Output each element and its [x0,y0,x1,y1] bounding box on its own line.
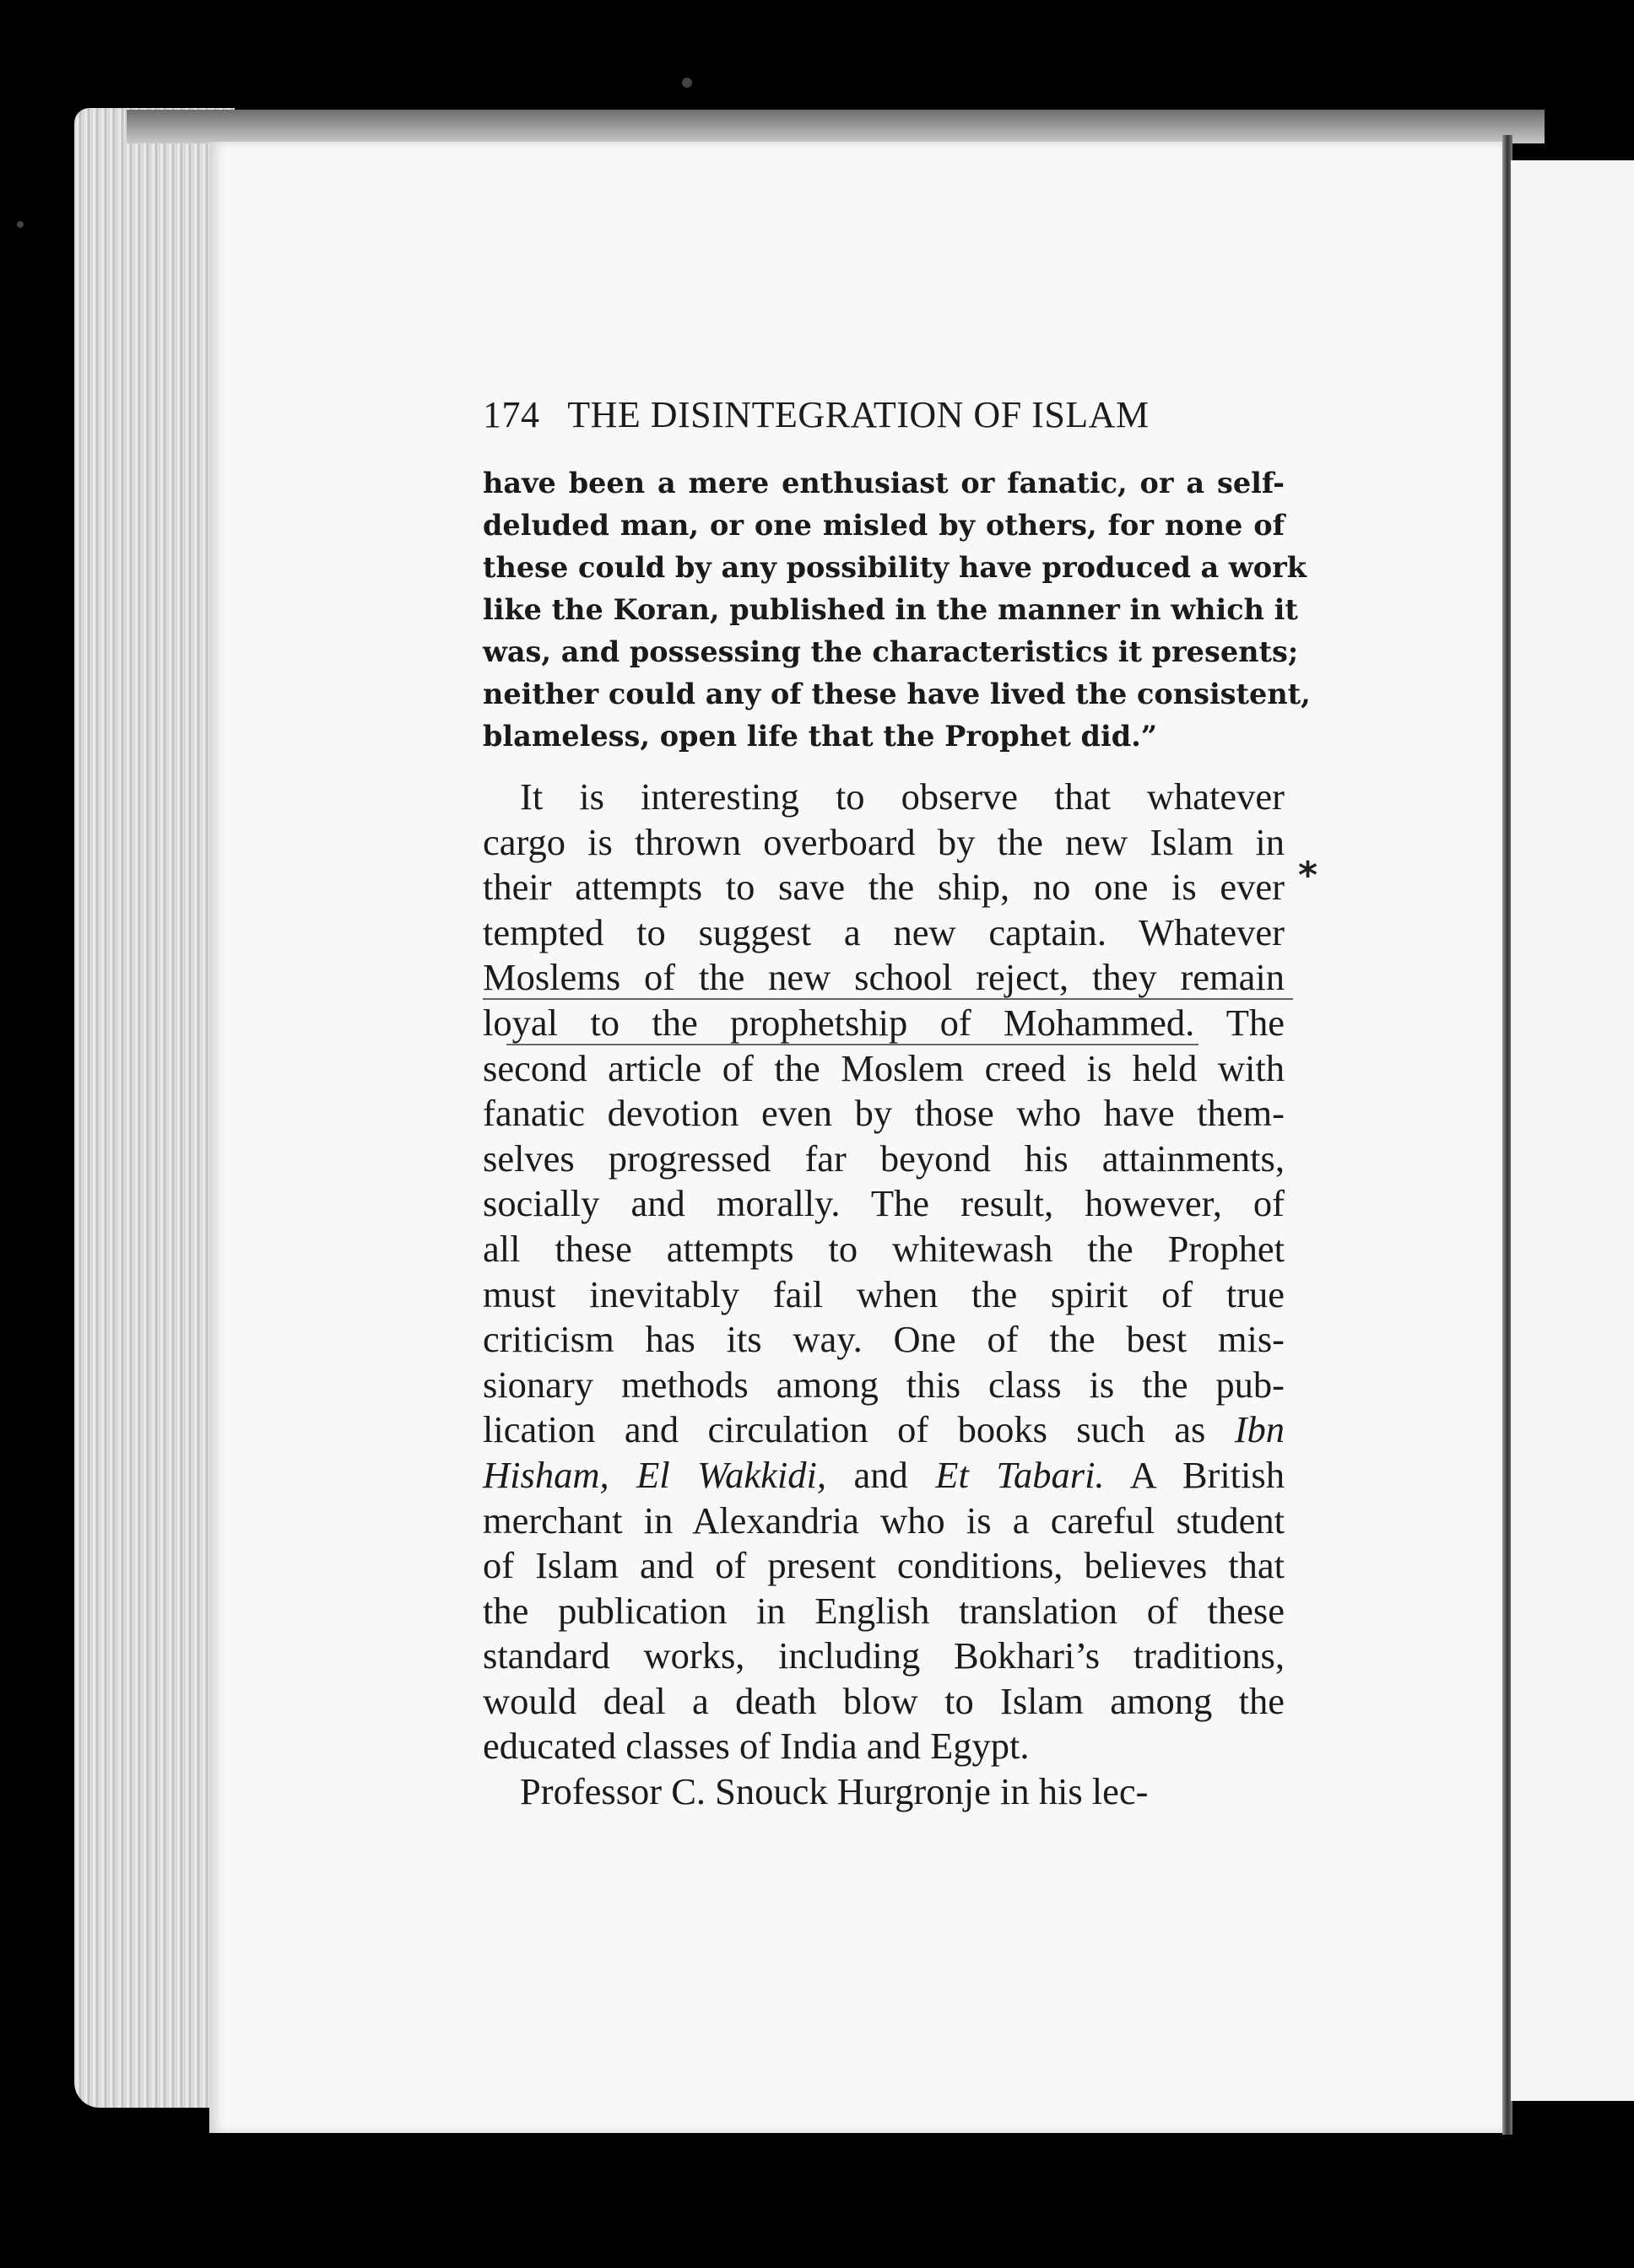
text-segment: A British [1104,1453,1285,1496]
body-paragraphs [483,775,1285,1815]
text-line [483,1453,1285,1498]
text-line: tempted to suggest a new captain. Whatever [483,910,1285,953]
text-line: It is interesting to observe that whatever [520,775,1285,818]
text-line: fanatic devotion even by those who have them- [483,1092,1285,1135]
italic-title: Et Tabari. [935,1453,1105,1496]
text-line: neither could any of these have lived the consistent, [483,678,1311,710]
running-header [483,393,1285,436]
italic-title: Ibn [1234,1408,1285,1451]
text-line: was, and possessing the characteristics it presents; [483,635,1299,668]
text-line: their attempts to save the ship, no one is ever [483,866,1285,909]
text-line: cargo is thrown overboard by the new Islam in [483,820,1285,863]
text-line: selves progressed far beyond his attainments, [483,1137,1285,1180]
text-line: loyal to the prophetship of Mohammed. The [483,1001,1285,1044]
text-line: the publication in English translation of these [483,1589,1285,1632]
text-line: Professor C. Snouck Hurgronje in his lec- [520,1770,1149,1813]
pencil-underline [483,998,1293,1000]
text-line: these could by any possibility have produced a work [483,551,1307,584]
facing-page [1511,160,1634,2101]
text-line: must inevitably fail when the spirit of true [483,1272,1285,1315]
page-number: 174 [483,394,540,435]
text-line: would deal a death blow to Islam among the [483,1679,1285,1722]
text-line: socially and morally. The result, however, of [483,1182,1285,1225]
running-title: THE DISINTEGRATION OF ISLAM [567,394,1150,435]
text-line: all these attempts to whitewash the Prophet [483,1227,1285,1270]
margin-annotation-mark: ⁎ [1298,844,1318,887]
text-line: deluded man, or one misled by others, for none of [483,509,1285,542]
book-top-edge [127,110,1545,143]
italic-title: Hisham, El Wakkidi, [483,1453,826,1496]
text-segment: and [826,1453,936,1496]
text-line: merchant in Alexandria who is a careful student [483,1498,1285,1542]
text-line: educated classes of India and Egypt. [483,1725,1030,1768]
quoted-passage [483,462,1311,758]
text-line: like the Koran, published in the manner in which it [483,593,1298,626]
dust-speck [17,221,24,228]
text-line [483,1407,1285,1453]
text-line: standard works, including Bokhari’s traditions, [483,1634,1285,1677]
text-line: blameless, open life that the Prophet did.” [483,720,1158,753]
text-line: sionary methods among this class is the pub- [483,1363,1285,1406]
text-line: of Islam and of present conditions, believes that [483,1544,1285,1587]
text-line: Moslems of the new school reject, they remain [483,956,1285,999]
dust-speck [682,78,692,88]
text-line: second article of the Moslem creed is held with [483,1046,1285,1089]
text-line: criticism has its way. One of the best mis- [483,1318,1285,1361]
pencil-underline [506,1044,1198,1045]
text-line: have been a mere enthusiast or fanatic, or a self- [483,467,1285,500]
text-segment: lication and circulation of books such as [483,1408,1206,1451]
